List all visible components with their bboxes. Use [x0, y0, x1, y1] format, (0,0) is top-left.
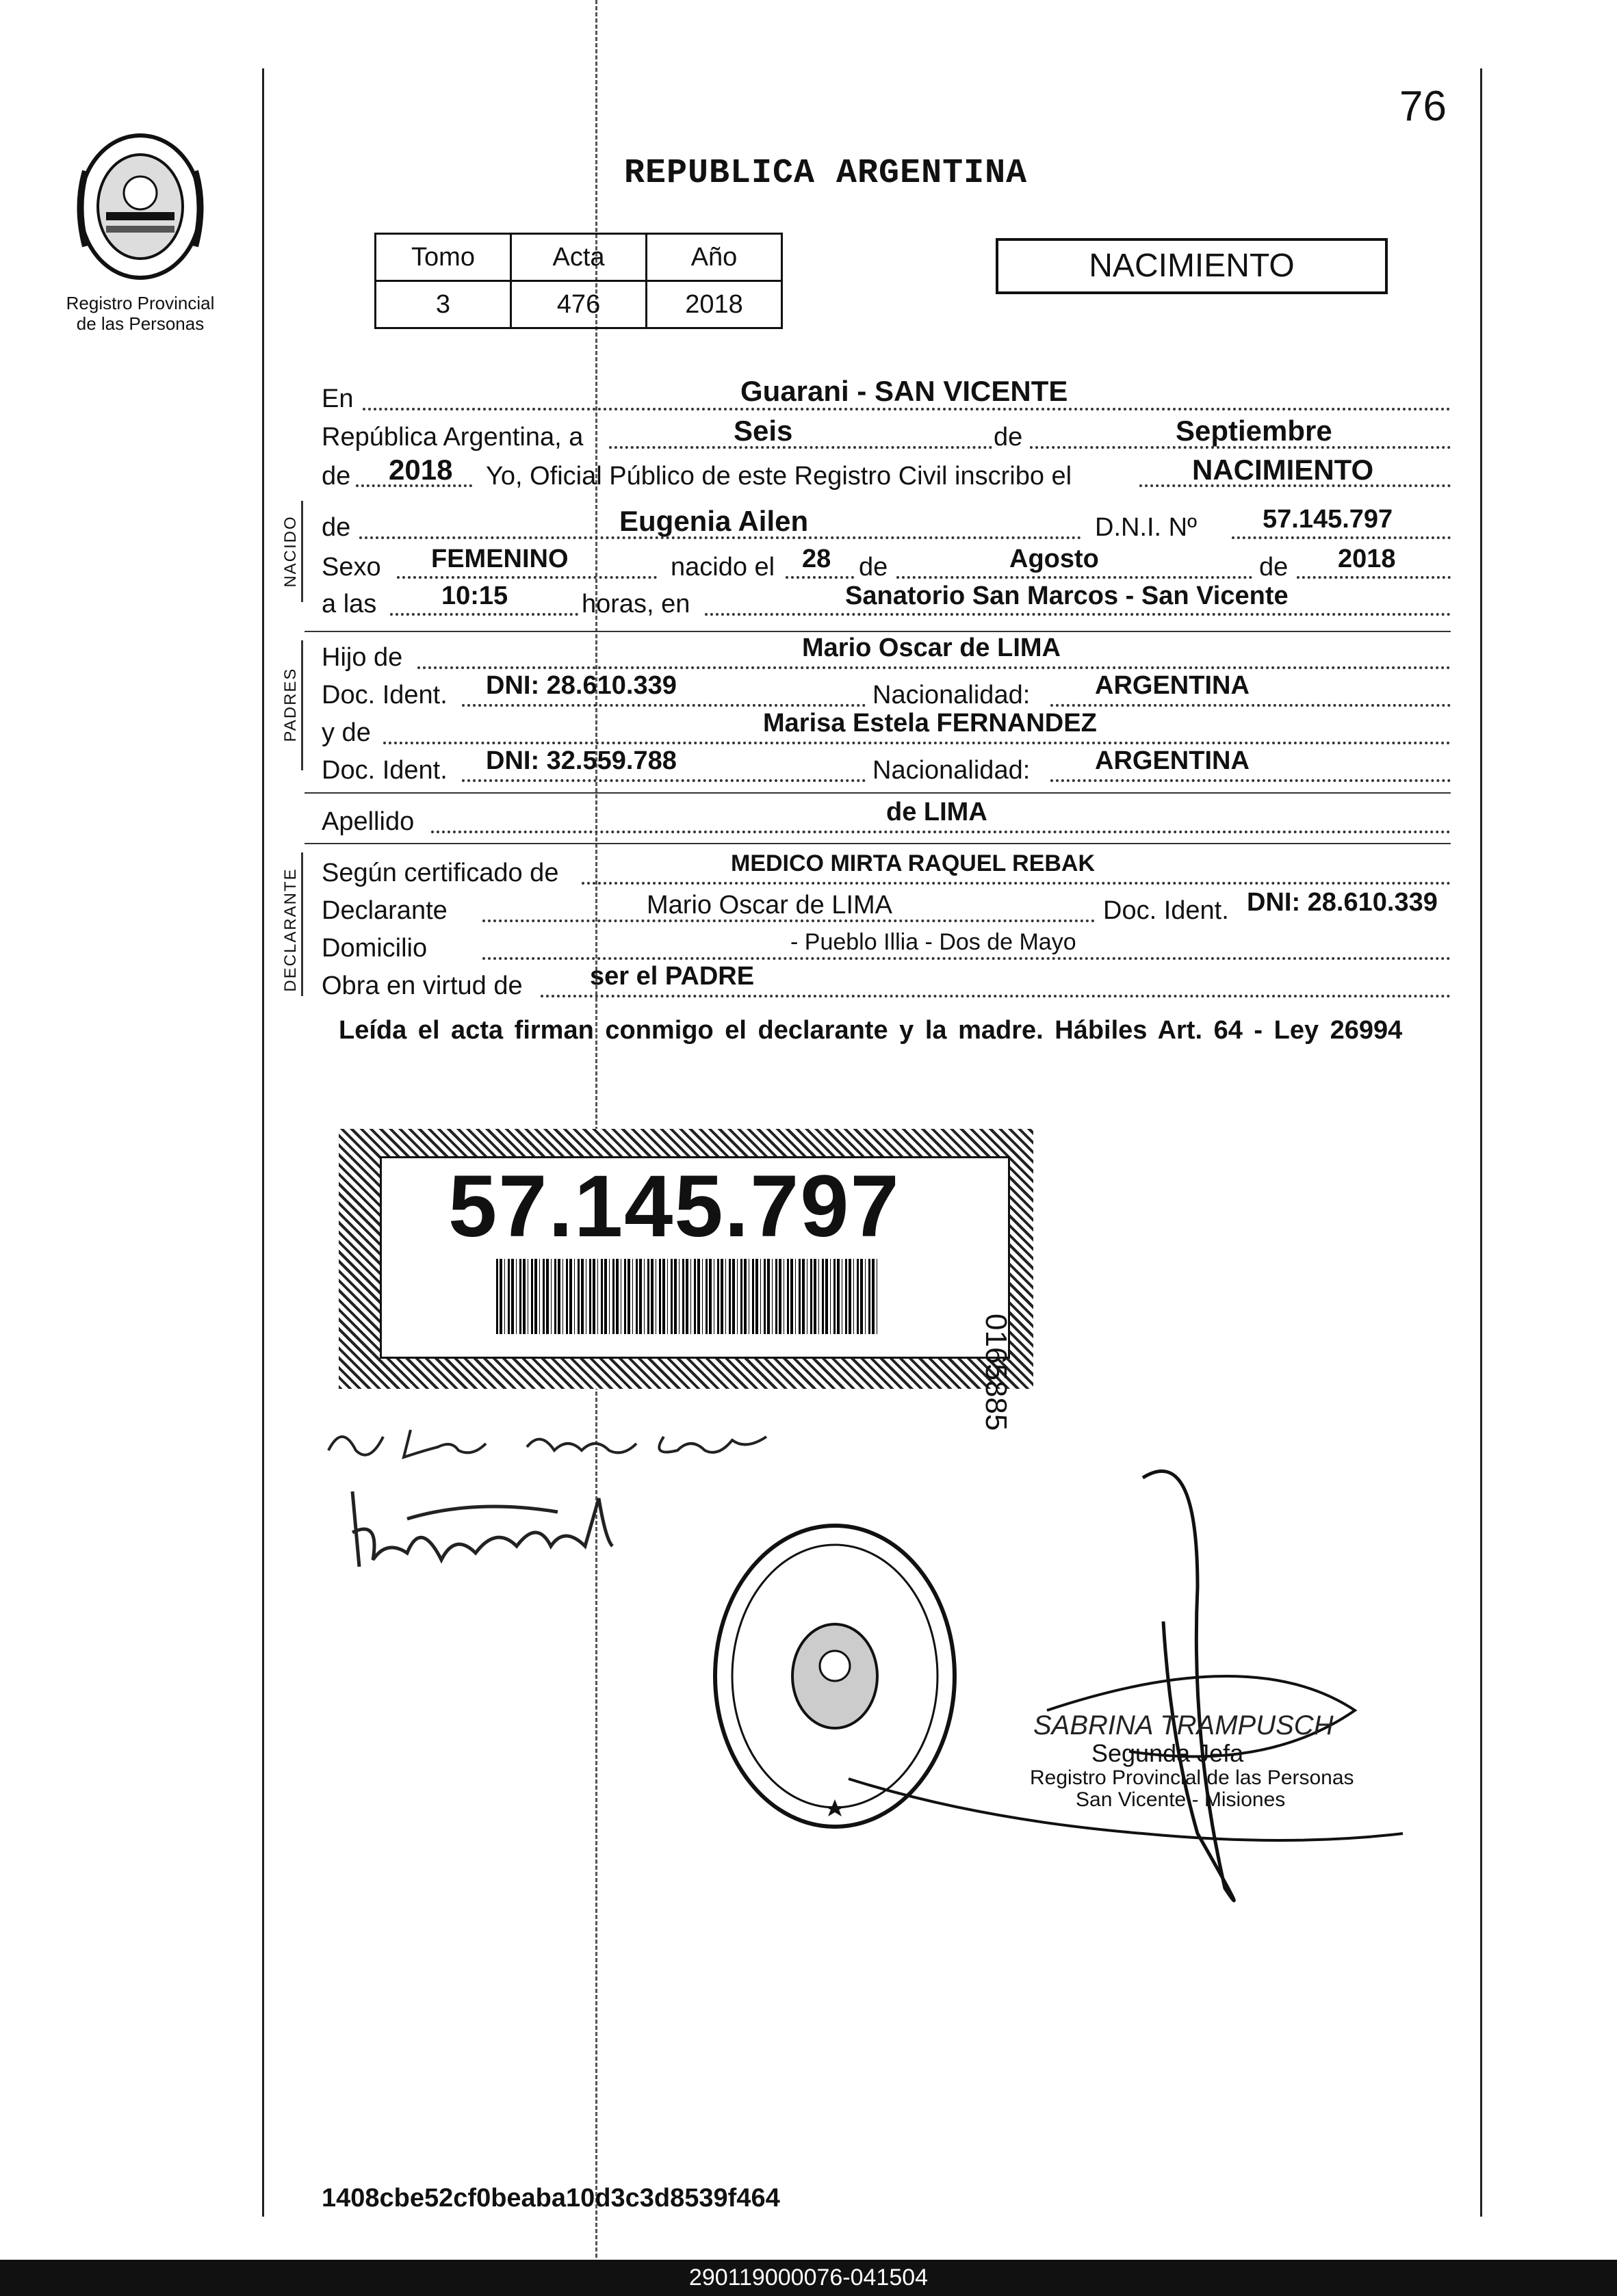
- domicilio-value: - Pueblo Illia - Dos de Mayo: [790, 929, 1076, 955]
- en-label: En: [322, 384, 354, 413]
- mes-nacimiento: Agosto: [1009, 545, 1099, 573]
- padres-section-label: PADRES: [281, 667, 300, 742]
- handwritten-signature-madre: [339, 1478, 626, 1580]
- declarante-nombre: Mario Oscar de LIMA: [647, 891, 892, 919]
- nacido-de-label: de: [322, 513, 351, 542]
- logo-caption-line1: Registro Provincial: [66, 293, 215, 313]
- page-number: 76: [1399, 83, 1447, 130]
- anio-nacimiento: 2018: [1338, 545, 1396, 573]
- apellido-value: de LIMA: [886, 798, 987, 826]
- obra-dotted-line: [541, 995, 1451, 997]
- nacido-section-label: NACIDO: [281, 515, 300, 588]
- horas-en-label: horas, en: [582, 590, 690, 618]
- certificado-value: MEDICO MIRTA RAQUEL REBAK: [731, 850, 1096, 876]
- republica-dotted-line: [609, 446, 992, 449]
- hora-dotted-line: [390, 613, 578, 616]
- logo-caption-line2: de las Personas: [76, 313, 205, 334]
- acta-value: 476: [511, 281, 647, 328]
- certificado-dotted-line: [582, 882, 1451, 885]
- stamp-serial: 0165885: [979, 1314, 1013, 1431]
- domicilio-label: Domicilio: [322, 934, 428, 963]
- padre-nac-dotted-line: [1050, 704, 1451, 707]
- de-label-1: de: [994, 423, 1023, 452]
- separator-2: [305, 792, 1451, 794]
- padre-nac-label: Nacionalidad:: [872, 681, 1031, 709]
- official-org: Registro Provincial de las Personas: [1030, 1766, 1354, 1789]
- madre-dotted-line: [383, 742, 1451, 744]
- dia-inscripcion: Seis: [734, 415, 793, 447]
- document-hash: 1408cbe52cf0beaba10d3c3d8539f464: [322, 2184, 780, 2213]
- padre-doc-label: Doc. Ident.: [322, 681, 448, 709]
- hora-nacimiento: 10:15: [441, 582, 508, 610]
- document-type-box: NACIMIENTO: [996, 238, 1388, 294]
- footer-code: 290119000076-041504: [0, 2260, 1617, 2296]
- obra-label: Obra en virtud de: [322, 971, 523, 1000]
- padre-nombre: Mario Oscar de LIMA: [802, 634, 1061, 662]
- official-name: SABRINA TRAMPUSCH: [1033, 1710, 1334, 1740]
- madre-nac-label: Nacionalidad:: [872, 756, 1031, 785]
- declarante-bracket: [301, 852, 303, 996]
- dia-nacimiento: 28: [802, 545, 831, 573]
- padre-nacionalidad: ARGENTINA: [1095, 671, 1250, 700]
- sexo-value: FEMENINO: [431, 545, 569, 573]
- document-title: REPUBLICA ARGENTINA: [624, 154, 1028, 193]
- sexo-label: Sexo: [322, 553, 381, 582]
- dni-dotted-line: [1232, 536, 1451, 539]
- tipo-inscripcion: NACIMIENTO: [1192, 454, 1374, 486]
- a-las-label: a las: [322, 590, 377, 618]
- tomo-header: Tomo: [376, 234, 511, 281]
- dia-nac-dotted-line: [786, 576, 854, 579]
- dni-label: D.N.I. Nº: [1095, 513, 1197, 542]
- nacido-el-label: nacido el: [671, 553, 775, 582]
- lugar-inscripcion: Guarani - SAN VICENTE: [740, 375, 1068, 407]
- madre-doc-dotted-line: [462, 779, 866, 782]
- domicilio-dotted-line: [482, 957, 1451, 960]
- lugar-nacimiento: Sanatorio San Marcos - San Vicente: [845, 582, 1289, 610]
- tomo-value: 3: [376, 281, 511, 328]
- apellido-dotted-line: [431, 831, 1451, 833]
- official-signature: [842, 1450, 1458, 1943]
- official-role: Segunda Jefa: [1091, 1739, 1244, 1767]
- sexo-dotted-line: [397, 576, 657, 579]
- obra-value: ser el PADRE: [590, 962, 755, 991]
- hijo-de-label: Hijo de: [322, 643, 403, 672]
- mes-inscripcion: Septiembre: [1176, 415, 1332, 447]
- declarante-doc-label: Doc. Ident.: [1103, 896, 1229, 925]
- handwritten-signature-declarante: [322, 1409, 801, 1471]
- republica-label: República Argentina, a: [322, 423, 584, 452]
- anio-header: Año: [647, 234, 782, 281]
- padre-doc-dotted-line: [462, 704, 866, 707]
- province-logo: [72, 130, 209, 284]
- left-margin-line: [262, 68, 264, 2217]
- acta-header: Acta: [511, 234, 647, 281]
- certificado-label: Según certificado de: [322, 859, 559, 887]
- madre-doc-label: Doc. Ident.: [322, 756, 448, 785]
- madre-nombre: Marisa Estela FERNANDEZ: [763, 709, 1097, 738]
- apellido-label: Apellido: [322, 807, 415, 836]
- madre-nacionalidad: ARGENTINA: [1095, 746, 1250, 775]
- separator-1: [305, 631, 1451, 632]
- anio-inscripcion: 2018: [389, 454, 453, 486]
- mes-nac-dotted-line: [896, 576, 1252, 579]
- padre-dotted-line: [417, 666, 1451, 669]
- anio-nac-dotted-line: [1297, 576, 1451, 579]
- dni-nacido: 57.145.797: [1263, 505, 1393, 534]
- padres-bracket: [301, 640, 303, 770]
- registry-reference-table: [374, 233, 783, 329]
- lugar-nac-dotted-line: [705, 613, 1451, 616]
- y-de-label: y de: [322, 718, 371, 747]
- anio-value: 2018: [647, 281, 782, 328]
- nombre-nacido: Eugenia Ailen: [619, 505, 809, 537]
- declarante-section-label: DECLARANTE: [281, 867, 300, 992]
- dni-barcode: [496, 1259, 879, 1334]
- padre-doc: DNI: 28.610.339: [486, 671, 677, 700]
- de-label-2: de: [322, 462, 351, 491]
- madre-doc: DNI: 32.559.788: [486, 746, 677, 775]
- madre-nac-dotted-line: [1050, 779, 1451, 782]
- stamp-dni-number: 57.145.797: [448, 1158, 901, 1255]
- en-dotted-line: [363, 408, 1451, 410]
- declarante-label: Declarante: [322, 896, 448, 925]
- nacido-de-label-3: de: [1259, 553, 1289, 582]
- nacido-de-label-2: de: [859, 553, 888, 582]
- nacido-bracket: [301, 501, 303, 602]
- nota-lectura: Leída el acta firman conmigo el declarante y la madre. Hábiles Art. 64 - Ley 26994: [339, 1016, 1403, 1045]
- official-place: San Vicente - Misiones: [1076, 1788, 1286, 1811]
- declarante-doc: DNI: 28.610.339: [1247, 888, 1438, 917]
- separator-3: [305, 843, 1451, 844]
- right-margin-line: [1480, 68, 1482, 2217]
- inscribo-text: Yo, Oficial Público de este Registro Civil inscribo el: [486, 462, 1072, 491]
